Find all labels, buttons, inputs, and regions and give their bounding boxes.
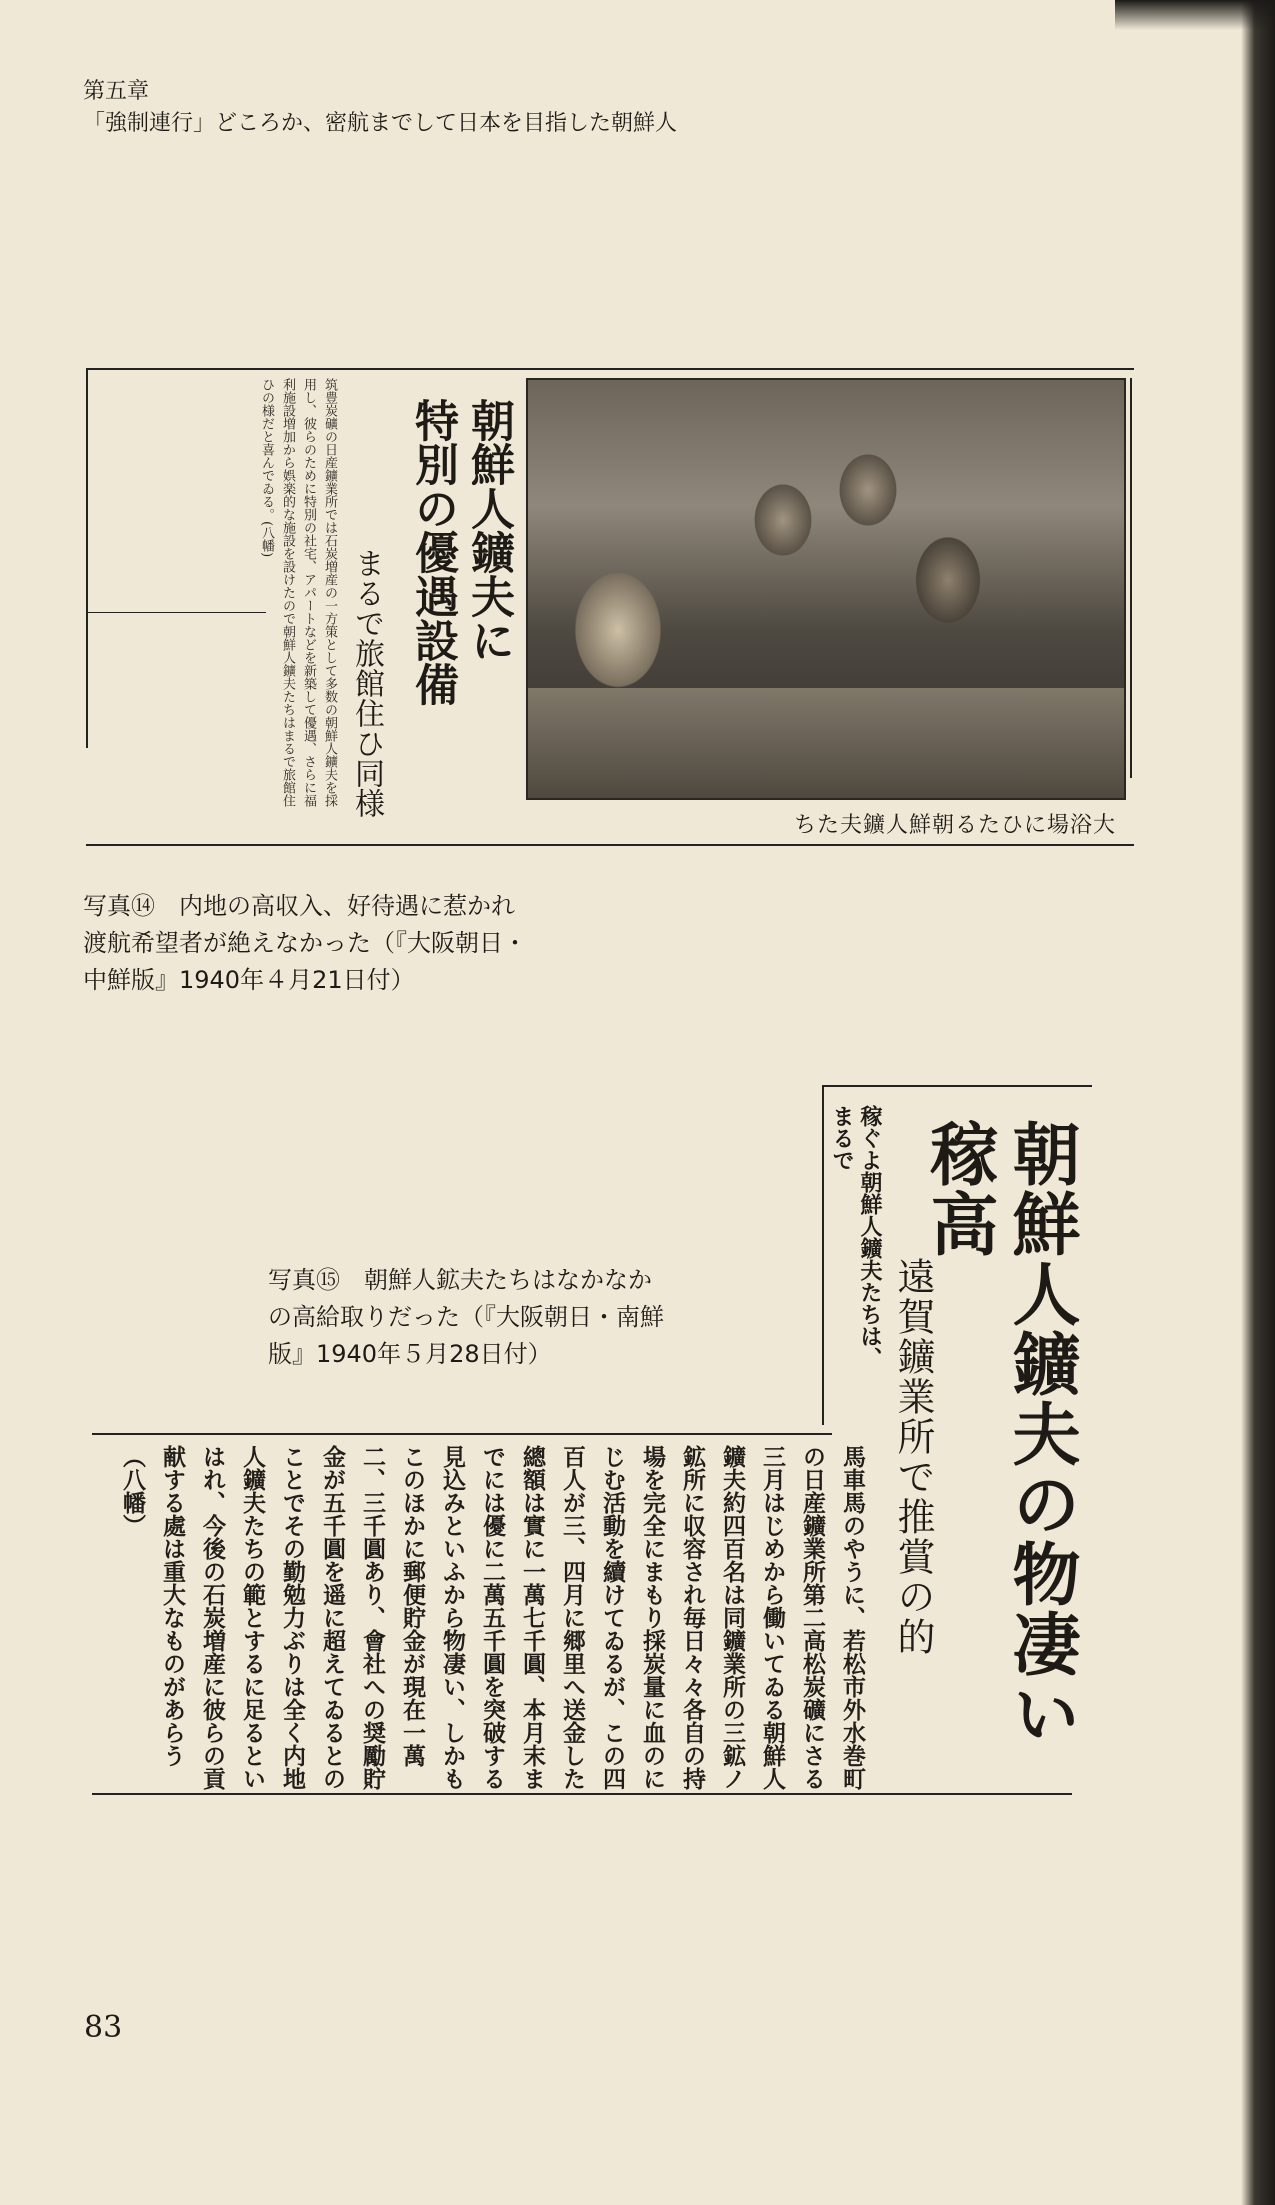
headline-line-2: 特別の優遇設備 — [407, 398, 458, 706]
clipping-rule-top — [86, 368, 1134, 370]
running-header — [83, 76, 677, 140]
bath-tub-shape — [528, 688, 1124, 798]
page-number: 83 — [84, 2010, 123, 2045]
clipping-rule-top — [822, 1085, 1092, 1087]
bathhouse-photo — [526, 378, 1126, 800]
photo-caption: ちた夫鑛人鮮朝るたひに場浴大 — [794, 813, 1117, 838]
clipping-15-kicker: 稼ぐよ朝鮮人鑛夫たちは、まるで — [829, 1105, 883, 1369]
clipping-14-subhead: まるで旅館住ひ同様 — [349, 548, 384, 818]
chapter-label: 第五章 — [83, 79, 150, 104]
caption-photo-14: 写真⑭ 内地の高収入、好待遇に惹かれ渡航希望者が絶えなかった（『大阪朝日・中鮮版』1940年４月21日付） — [83, 892, 527, 994]
newspaper-clipping-14 — [86, 368, 1134, 846]
clipping-14-headline — [404, 398, 516, 706]
clipping-rule-vertical — [822, 1085, 824, 1425]
clipping-rule-left — [86, 368, 88, 748]
clipping-15-subhead: 遠賀鑛業所で推賞の的 — [891, 1257, 935, 1657]
clipping-rule-mid — [92, 1433, 832, 1435]
clipping-14-body: 筑豊炭礦の日産鑛業所では石炭増産の一方策として多数の朝鮮人鑛夫を採用し、彼らのために特別の社宅、アパートなどを新築して優遇、さらに福利施設増加から娯楽的な施設を設けたので朝鮮人鑛夫たちはまるで旅館住ひの様だと喜んでゐる。(八幡) — [259, 378, 337, 807]
clipping-15-headline: 朝鮮人鑛夫の物凄い稼高 — [919, 1119, 1081, 1749]
clipping-rule-bottom — [86, 844, 1134, 846]
clipping-15-body: 馬車馬のやうに、若松市外水巻町の日産鑛業所第二高松炭礦にさる三月はじめから働いてゐる朝鮮人鑛夫約四百名は同鑛業所の三鉱ノ鉱所に収容され毎日々々各自の持場を完全にまもり採炭量に血のにじむ活動を續けてゐるが、この四百人が三、四月に郷里へ送金した總額は實に一萬七千圓、本月末までには優に二萬五千圓を突破する見込みといふから物凄い、しかもこのほかに郵便貯金が現在一萬二、三千圓あり、會社への奨勵貯金が五千圓を遥に超えてゐるとのことでその勤勉力ぶりは全く内地人鑛夫たちの範とするに足るといはれ、今後の石炭増産に彼らの貢献する處は重大なものがあらう（八幡） — [119, 1445, 866, 1790]
headline-line-1: 朝鮮人鑛夫に — [463, 398, 514, 662]
page-corner-shadow — [1115, 0, 1275, 30]
chapter-subtitle: 「強制連行」どころか、密航までして日本を目指した朝鮮人 — [83, 111, 678, 136]
caption-photo-15: 写真⑮ 朝鮮人鉱夫たちはなかなかの高給取りだった（『大阪朝日・南鮮版』1940年５月28日付） — [268, 1266, 664, 1368]
page-edge-shadow — [1241, 0, 1275, 2205]
clipping-rule-right — [1130, 378, 1132, 778]
newspaper-clipping-15 — [92, 1085, 1092, 1805]
